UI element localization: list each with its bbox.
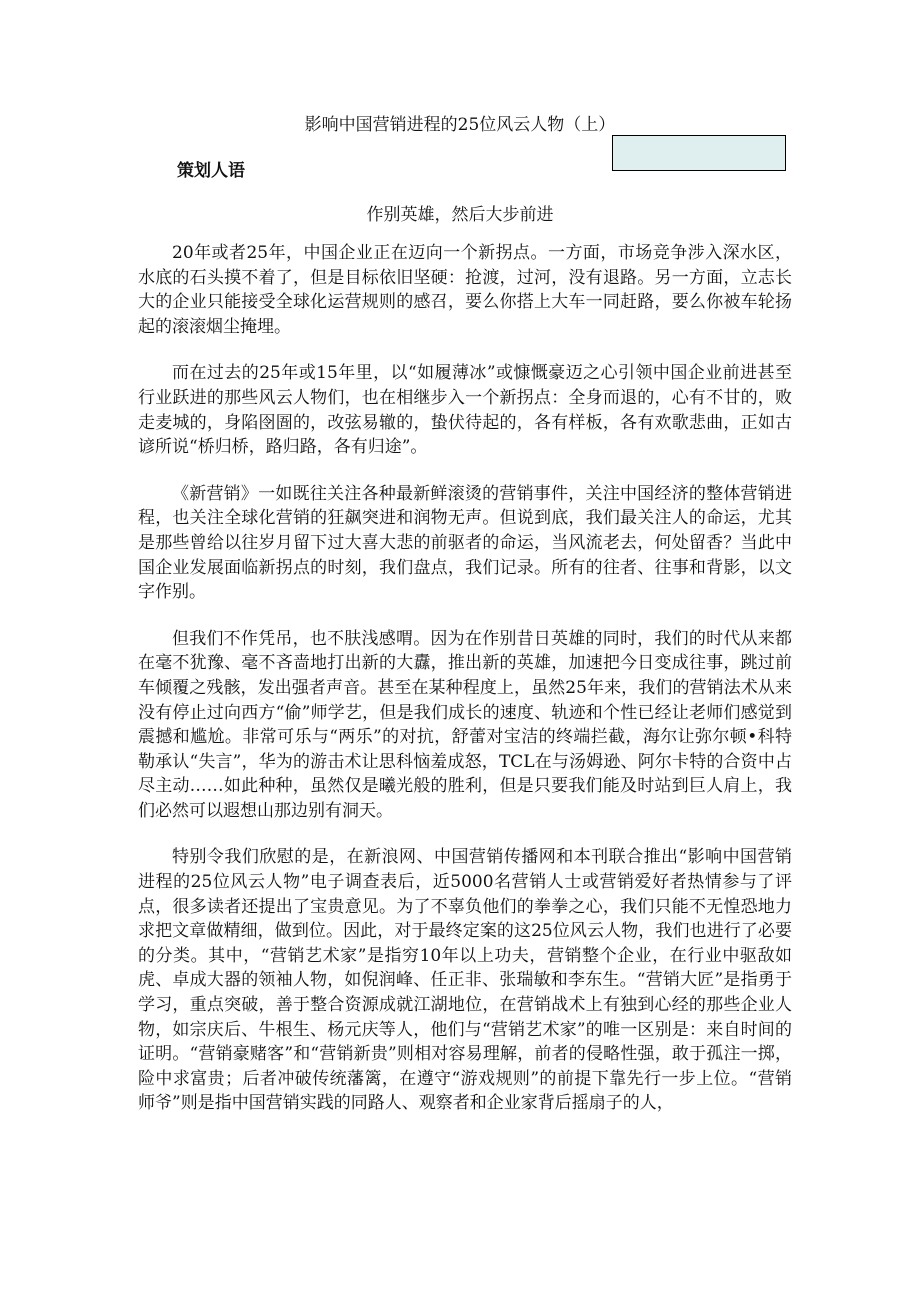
paragraph-4: 但我们不作凭吊，也不肤浅感喟。因为在作别昔日英雄的同时，我们的时代从来都在毫不犹豫、毫不吝啬地打出新的大纛，推出新的英雄，加速把今日变成往事，跳过前车倾覆之残骸，发出强者声音。甚至在某种程度上，虽然25年来，我们的营销法术从来没有停止过向西方“偷”师学艺，但是我们成长的速度、轨迹和个性已经让老师们感觉到震撼和尴尬。非常可乐与“两乐”的对抗，舒蕾对宝洁的终端拦截，海尔让弥尔顿•科特勒承认“失言”，华为的游击术让思科恼羞成怒，TCL在与汤姆逊、阿尔卡特的合资中占尽主动……如此种种，虽然仅是曦光般的胜利，但是只要我们能及时站到巨人肩上，我们必然可以遐想山那边别有洞天。 [138,628,792,821]
body-text [138,241,792,1116]
section-label: 策划人语 [177,161,245,181]
paragraph-3: 《新营销》一如既往关注各种最新鲜滚烫的营销事件，关注中国经济的整体营销进程，也关注全球化营销的狂飙突进和润物无声。但说到底，我们最关注人的命运，尤其是那些曾给以往岁月留下过大喜大悲的前驱者的命运，当风流老去，何处留香？当此中国企业发展面临新拐点的时刻，我们盘点，我们记录。所有的往者、往事和背影，以文字作别。 [138,483,792,603]
document-subtitle: 作别英雄，然后大步前进 [366,205,554,225]
blank-text-box [612,135,786,171]
paragraph-2: 而在过去的25年或15年里，以“如履薄冰”或慷慨豪迈之心引领中国企业前进甚至行业跃进的那些风云人物们，也在相继步入一个新拐点：全身而退的，心有不甘的，败走麦城的，身陷囹圄的，改弦易辙的，蛰伏待起的，各有样板，各有欢歌悲曲，正如古谚所说“桥归桥，路归路，各有归途”。 [138,363,792,458]
paragraph-1: 20年或者25年，中国企业正在迈向一个新拐点。一方面，市场竞争涉入深水区，水底的石头摸不着了，但是目标依旧坚硬：抢渡，过河，没有退路。另一方面，立志长大的企业只能接受全球化运营规则的感召，要么你搭上大车一同赶路，要么你被车轮扬起的滚滚烟尘掩埋。 [138,243,792,337]
document-title: 影响中国营销进程的25位风云人物（上） [304,115,616,135]
paragraph-5: 特别令我们欣慰的是，在新浪网、中国营销传播网和本刊联合推出“影响中国营销进程的25位风云人物”电子调查表后，近5000名营销人士或营销爱好者热情参与了评点，很多读者还提出了宝贵意见。为了不辜负他们的拳拳之心，我们只能不无惶恐地力求把文章做精细，做到位。因此，对于最终定案的这25位风云人物，我们也进行了必要的分类。其中，“营销艺术家”是指穷10年以上功夫，营销整个企业，在行业中驱敌如虎、卓成大器的领袖人物，如倪润峰、任正非、张瑞敏和李东生。“营销大匠”是指勇于学习，重点突破，善于整合资源成就江湖地位，在营销战术上有独到心经的那些企业人物，如宗庆后、牛根生、杨元庆等人，他们与“营销艺术家”的唯一区别是：来自时间的证明。“营销豪赌客”和“营销新贵”则相对容易理解，前者的侵略性强，敢于孤注一掷，险中求富贵；后者冲破传统藩篱，在遵守“游戏规则”的前提下靠先行一步上位。“营销师爷”则是指中国营销实践的同路人、观察者和企业家背后摇扇子的人， [138,847,792,1114]
